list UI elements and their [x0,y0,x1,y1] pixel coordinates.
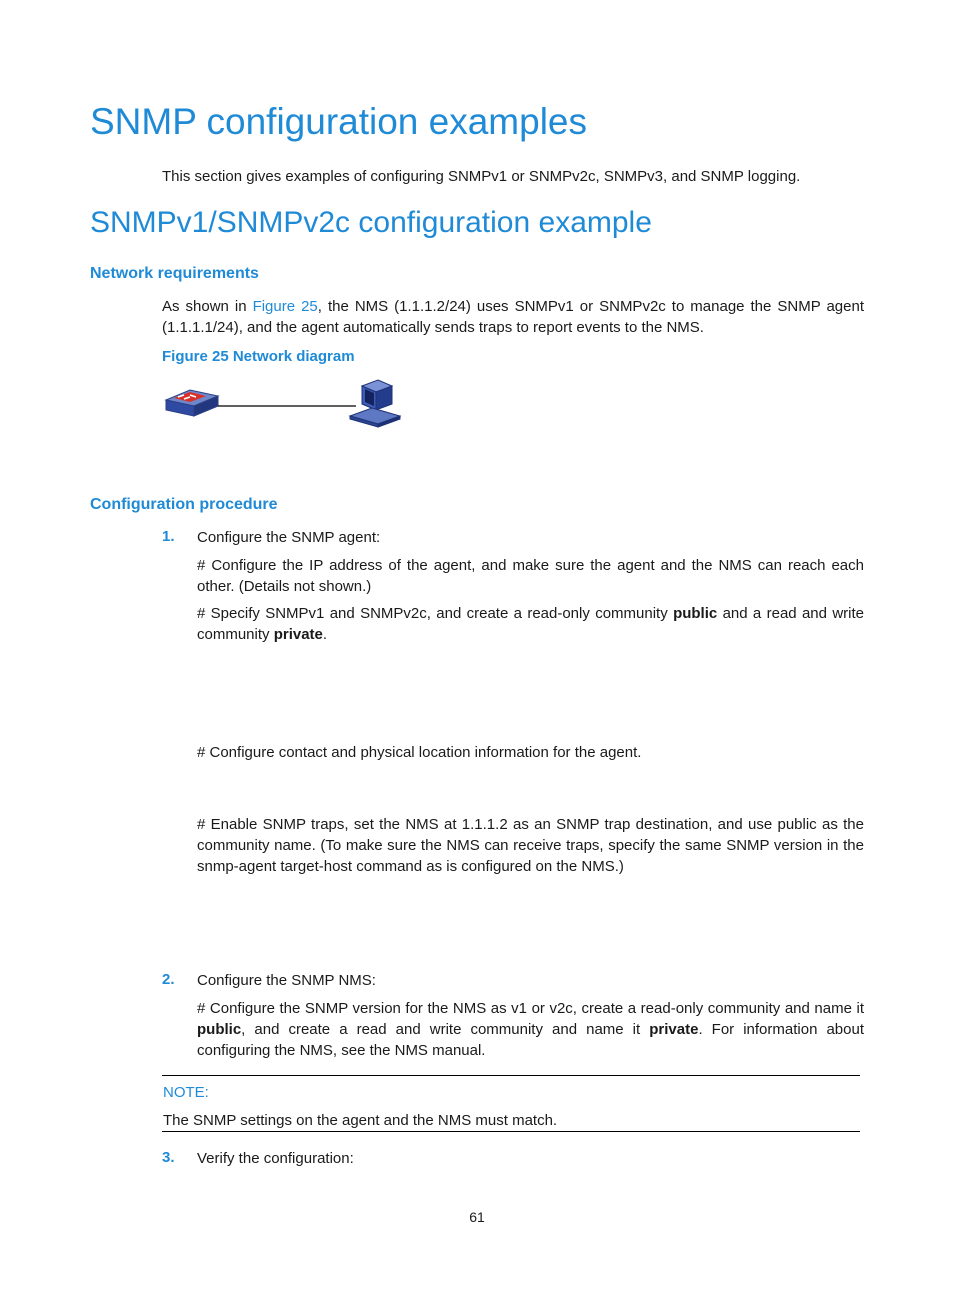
step-1-paragraph-2-start: # Specify SNMPv1 and SNMPv2c, and create a read-only community [197,605,674,622]
note-text: The SNMP settings on the agent and the NMS must match. [163,1112,558,1129]
step-1-number: 1. [162,528,175,545]
community-private: private [273,626,323,643]
network-requirements-heading: Network requirements [90,265,259,282]
requirements-text-end: , the NMS (1.1.1.2/24) uses SNMPv1 or SNMPv2c to manage the SNMP agent (1.1.1.1/24), and the agent automatically sends traps to report events to the NMS. [162,298,864,336]
network-diagram [160,374,410,434]
requirements-text-start: As shown in [162,298,253,315]
figure-caption: Figure 25 Network diagram [162,348,355,365]
network-requirements-text [162,296,864,338]
step-1-paragraph-3: # Configure contact and physical location information for the agent. [197,744,642,761]
step-3-label: Verify the configuration: [197,1150,354,1167]
section-title: SNMPv1/SNMPv2c configuration example [90,206,652,239]
router-icon [166,390,218,416]
step-2-paragraph-end: . For information about configuring the NMS, see the NMS manual. [197,1021,864,1059]
step-1-paragraph-4: # Enable SNMP traps, set the NMS at 1.1.1.2 as an SNMP trap destination, and use public as the community name. (To make sure the NMS can receive traps, specify the same SNMP version in the snmp-agent target-host command as is configured on the NMS.) [197,816,864,875]
nms-community-public: public [197,1021,242,1038]
figure-25-link[interactable]: Figure 25 [252,298,318,315]
step-1-label: Configure the SNMP agent: [197,529,381,546]
step-1-paragraph-2 [197,603,864,645]
step-1-paragraph-1: # Configure the IP address of the agent, and make sure the agent and the NMS can reach each other. (Details not shown.) [197,557,864,595]
nms-computer-icon [350,380,400,427]
configuration-procedure-heading: Configuration procedure [90,496,278,513]
step-1-paragraph-2-mid: and a read and write community [197,605,864,643]
intro-paragraph: This section gives examples of configuring SNMPv1 or SNMPv2c, SNMPv3, and SNMP logging. [162,168,801,185]
page-title: SNMP configuration examples [90,101,588,142]
step-2-paragraph-mid: , and create a read and write community and name it [241,1021,650,1038]
note-top-rule [162,1075,860,1076]
nms-community-private: private [649,1021,699,1038]
community-public: public [673,605,718,622]
step-1-paragraph-2-end: . [322,626,328,643]
note-label: NOTE: [163,1084,209,1101]
note-bottom-rule [162,1131,860,1132]
step-2-number: 2. [162,971,175,988]
step-2-paragraph-1 [197,998,864,1061]
step-3-number: 3. [162,1149,175,1166]
step-2-paragraph-start: # Configure the SNMP version for the NMS as v1 or v2c, create a read-only community and name it [197,1000,864,1017]
page-number: 61 [469,1209,485,1225]
step-2-label: Configure the SNMP NMS: [197,972,376,989]
